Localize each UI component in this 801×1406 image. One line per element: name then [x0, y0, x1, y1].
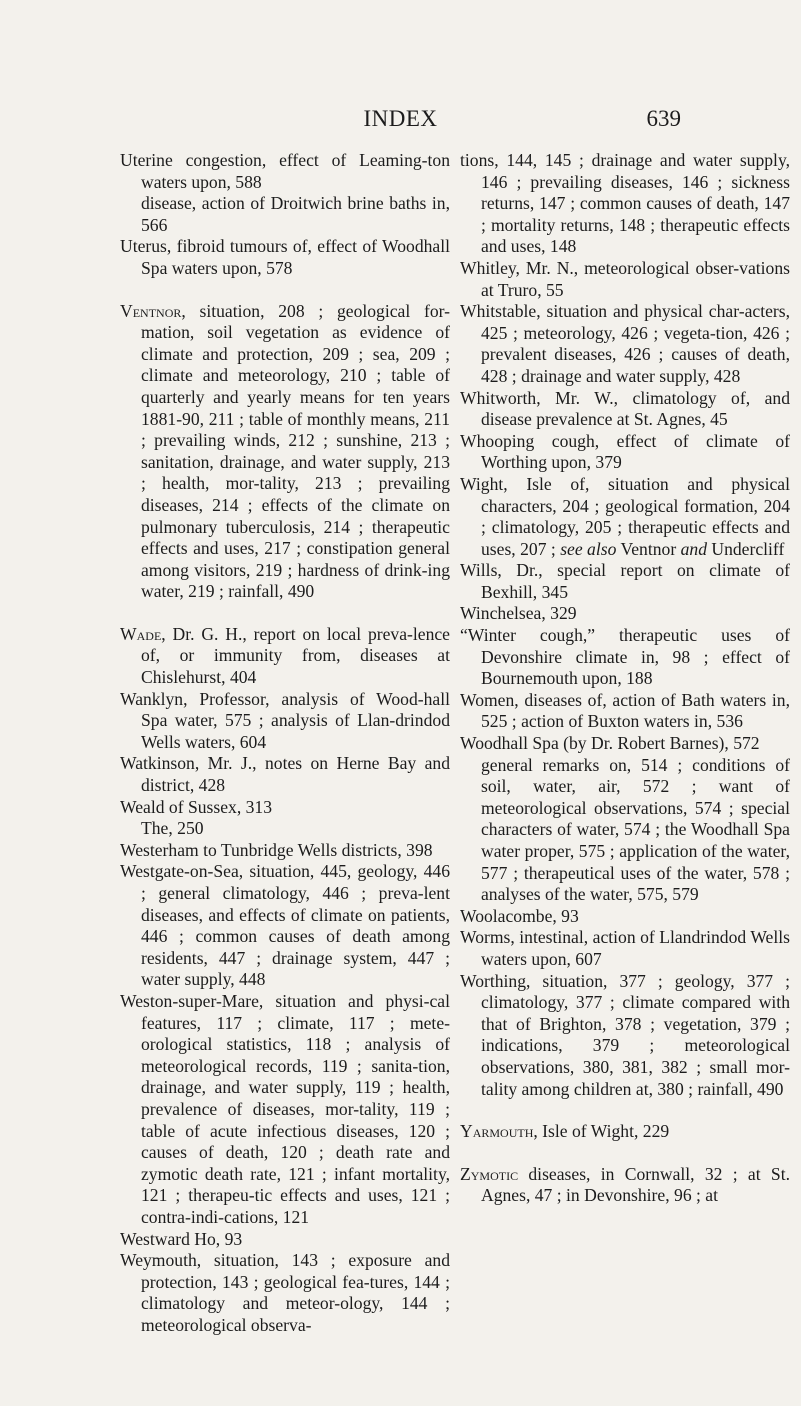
section-gap: [120, 603, 450, 624]
index-entry: [460, 625, 790, 690]
index-entry: [120, 689, 450, 754]
page-number: 639: [646, 106, 681, 131]
index-column-left: [120, 150, 450, 1336]
index-entry: [460, 927, 790, 970]
index-subentry: [120, 818, 450, 840]
section-gap: [460, 1100, 790, 1121]
entry-text: Woolacombe, 93: [460, 905, 579, 926]
index-entry: [120, 301, 450, 603]
index-entry: [460, 258, 790, 301]
index-entry: [460, 474, 790, 560]
index-entry: [120, 236, 450, 279]
entry-text: , situation, 208 ; geological for-mation, soil vegetation as evidence of climate and protection, 209 ; sea, 209 ; climate and meteorology, 210 ; table of quarterly and yearly means for ten years 1881-90, 211 ; table of monthly means, 211 ; prevailing winds, 212 ; sunshine, 213 ; sanitation, drainage, and water supply, 213 ; health, mor-tality, 213 ; prevailing diseases, 214 ; effects of the climate on pulmonary tuberculosis, 214 ; therapeutic effects and uses, 217 ; constipation general among visitors, 219 ; hardness of drink-ing water, 219 ; rainfall, 490: [141, 300, 450, 602]
index-entry: [460, 1121, 790, 1143]
index-entry: [120, 1250, 450, 1336]
index-entry: [460, 603, 790, 625]
section-gap: [120, 280, 450, 301]
index-entry: [120, 991, 450, 1229]
entry-text: Wills, Dr., special report on climate of Bexhill, 345: [460, 560, 790, 602]
entry-text: Weald of Sussex, 313: [120, 796, 273, 817]
entry-text: Wanklyn, Professor, analysis of Wood-hall Spa water, 575 ; analysis of Llan-drindod Wells waters, 604: [120, 688, 450, 752]
index-entry: [120, 840, 450, 862]
index-entry: [120, 624, 450, 689]
index-subentry: [460, 755, 790, 906]
entry-text: , Isle of Wight, 229: [533, 1121, 670, 1142]
entry-text: general remarks on, 514 ; conditions of soil, water, air, 572 ; want of meteorological observations, 574 ; special characters of water, 574 ; the Woodhall Spa water proper, 575 ; application of the water, 577 ; therapeutical uses of the water, 578 ; analyses of the water, 575, 579: [481, 754, 790, 905]
entry-text: tions, 144, 145 ; drainage and water supply, 146 ; prevailing diseases, 146 ; sickness returns, 147 ; common causes of death, 147 ; mortality returns, 148 ; therapeutic effects and uses, 148: [460, 150, 790, 257]
entry-text: Whitley, Mr. N., meteorological obser-vations at Truro, 55: [460, 257, 790, 300]
index-entry: [460, 388, 790, 431]
index-entry: [460, 971, 790, 1101]
index-entry: [460, 150, 790, 258]
page-header: [0, 106, 801, 136]
index-entry: [120, 1229, 450, 1251]
entry-text: Worms, intestinal, action of Llandrindod Wells waters upon, 607: [460, 927, 790, 969]
index-entry: [120, 861, 450, 991]
entry-lead-word: Wade: [120, 623, 162, 644]
entry-text: Weymouth, situation, 143 ; exposure and protection, 143 ; geological fea-tures, 144 ; climatology and meteor-ology, 144 ; meteorological observa-: [120, 1250, 450, 1335]
entry-text: Westgate-on-Sea, situation, 445, geology, 446 ; general climatology, 446 ; preva-lent diseases, and effects of climate on patients, 446 ; common causes of death among residents, 447 ; drainage system, 447 ; water supply, 448: [120, 861, 450, 990]
entry-text: Women, diseases of, action of Bath waters in, 525 ; action of Buxton waters in, 536: [460, 689, 790, 732]
section-gap: [460, 1143, 790, 1164]
entry-text: Whooping cough, effect of climate of Worthing upon, 379: [460, 430, 790, 473]
entry-text: diseases, in Cornwall, 32 ; at St. Agnes, 47 ; in Devonshire, 96 ; at: [481, 1163, 790, 1206]
entry-lead-word: Ventnor: [120, 300, 182, 321]
index-subentry: [120, 193, 450, 236]
index-entry: [460, 690, 790, 733]
index-entry: [460, 560, 790, 603]
index-entry: [460, 906, 790, 928]
see-also-label: see also: [560, 538, 617, 559]
entry-lead-word: Zymotic: [460, 1163, 519, 1184]
entry-text: Westward Ho, 93: [120, 1228, 243, 1249]
entry-text: Uterus, fibroid tumours of, effect of Woodhall Spa waters upon, 578: [120, 236, 450, 278]
entry-text: Woodhall Spa (by Dr. Robert Barnes), 572: [460, 733, 760, 754]
entry-text: Whitstable, situation and physical char-acters, 425 ; meteorology, 426 ; vegeta-tion, 426 ; prevalent diseases, 426 ; causes of death, 428 ; drainage and water supply, 428: [460, 301, 790, 386]
entry-text: “Winter cough,” therapeutic uses of Devonshire climate in, 98 ; effect of Bournemouth upon, 188: [460, 625, 790, 689]
page-title: INDEX: [363, 106, 438, 131]
and-label: and: [680, 538, 707, 559]
index-entry: [460, 733, 790, 755]
entry-text: The, 250: [141, 818, 204, 839]
index-entry: [460, 301, 790, 387]
entry-text: Undercliff: [706, 538, 785, 559]
entry-text: Uterine congestion, effect of Leaming-ton waters upon, 588: [120, 150, 450, 192]
entry-lead-word: Yarmouth: [460, 1121, 534, 1142]
entry-text: Weston-super-Mare, situation and physi-cal features, 117 ; climate, 117 ; mete-orological statistics, 118 ; analysis of meteorological records, 119 ; sanita-tion, drainage, and water supply, 119 ; health, prevalence of diseases, mor-tality, 119 ; table of acute infectious diseases, 120 ; causes of death, 120 ; death rate and zymotic death rate, 121 ; infant mortality, 121 ; therapeu-tic effects and uses, 121 ; contra-indi-cations, 121: [120, 990, 450, 1227]
entry-text: Winchelsea, 329: [460, 603, 577, 624]
index-entry: [460, 431, 790, 474]
index-entry: [120, 753, 450, 796]
index-column-right: [460, 150, 790, 1207]
entry-text: disease, action of Droitwich brine baths in, 566: [141, 193, 450, 235]
index-entry: [460, 1164, 790, 1207]
entry-text: Wight, Isle of, situation and physical characters, 204 ; geological formation, 204 ; climatology, 205 ; therapeutic effects and uses, 207 ;: [460, 473, 790, 559]
index-entry: [120, 150, 450, 193]
entry-text: Whitworth, Mr. W., climatology of, and disease prevalence at St. Agnes, 45: [460, 387, 790, 430]
entry-text: Ventnor: [616, 538, 677, 559]
index-entry: [120, 797, 450, 819]
entry-text: , Dr. G. H., report on local preva-lence of, or immunity from, diseases at Chislehurst, 404: [141, 623, 450, 688]
entry-text: Watkinson, Mr. J., notes on Herne Bay and district, 428: [120, 753, 450, 796]
entry-text: Worthing, situation, 377 ; geology, 377 ; climatology, 377 ; climate compared with that of Brighton, 378 ; vegetation, 379 ; indications, 379 ; meteorological observations, 380, 381, 382 ; small mor-tality among children at, 380 ; rainfall, 490: [460, 970, 790, 1099]
entry-text: Westerham to Tunbridge Wells districts, 398: [120, 839, 433, 860]
